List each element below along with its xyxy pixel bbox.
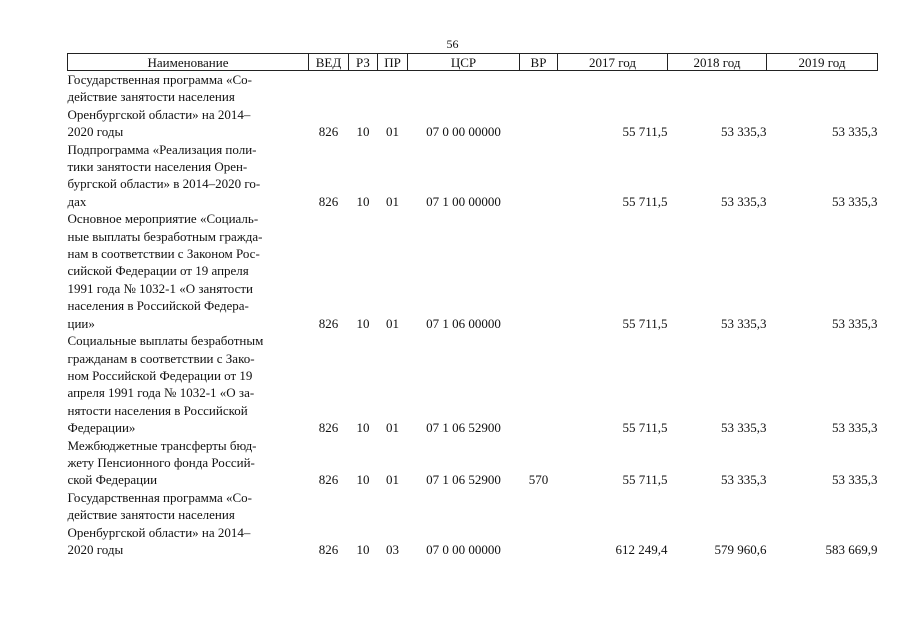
- row-ved: 826: [318, 541, 339, 557]
- row-2017: 612 249,4: [615, 541, 668, 557]
- row-2018: 579 960,6: [714, 541, 767, 557]
- row-name: Основное мероприятие «Социаль- ные выплаты безработным гражда- нам в соответствии с Законом Рос- сийской Федерации от 19 апреля 1991 года № 1032-1 «О занятости населения в Российской Федера- ции»: [67, 211, 263, 331]
- header-2017: 2017 год: [558, 54, 668, 71]
- table-row: [68, 141, 878, 211]
- row-csr: 07 1 06 52900: [426, 420, 501, 436]
- row-name: Государственная программа «Со- действие занятости населения Оренбургской области» на 2014– 2020 годы: [67, 72, 253, 140]
- header-name: Наименование: [68, 54, 309, 71]
- row-vr: [520, 489, 558, 559]
- row-name: Межбюджетные трансферты бюд- жету Пенсионного фонда Россий- ской Федерации: [67, 437, 257, 488]
- header-ved: ВЕД: [309, 54, 349, 71]
- budget-table: [67, 53, 878, 558]
- row-2019: 53 335,3: [832, 420, 878, 436]
- header-csr: ЦСР: [408, 54, 520, 71]
- header-2019: 2019 год: [767, 54, 878, 71]
- row-ved: 826: [318, 472, 339, 488]
- row-rz: 10: [356, 315, 370, 331]
- row-rz: 10: [356, 124, 370, 140]
- row-pr: 01: [386, 124, 399, 140]
- row-csr: 07 1 06 52900: [426, 472, 501, 488]
- row-2017: 55 711,5: [622, 124, 668, 140]
- row-ved: 826: [318, 315, 339, 331]
- row-name: Подпрограмма «Реализация поли- тики занятости населения Орен- бургской области» в 2014–2020 го- дах: [67, 141, 261, 209]
- row-pr: 01: [386, 420, 399, 436]
- row-2019: 53 335,3: [832, 315, 878, 331]
- row-csr: 07 0 00 00000: [426, 541, 501, 557]
- header-vr: ВР: [520, 54, 558, 71]
- row-rz: 10: [356, 541, 370, 557]
- row-rz: 10: [356, 420, 370, 436]
- row-2017: 55 711,5: [622, 193, 668, 209]
- row-2018: 53 335,3: [721, 472, 767, 488]
- row-csr: 07 1 00 00000: [426, 193, 501, 209]
- row-2017: 55 711,5: [622, 472, 668, 488]
- header-pr: ПР: [378, 54, 408, 71]
- row-vr: [520, 332, 558, 436]
- row-2019: 53 335,3: [832, 472, 878, 488]
- row-ved: 826: [318, 193, 339, 209]
- row-2018: 53 335,3: [721, 193, 767, 209]
- row-csr: 07 0 00 00000: [426, 124, 501, 140]
- table-row: [68, 437, 878, 489]
- row-pr: 01: [386, 193, 399, 209]
- row-vr: [520, 210, 558, 332]
- row-rz: 10: [356, 193, 370, 209]
- row-2017: 55 711,5: [622, 315, 668, 331]
- row-2019: 53 335,3: [832, 193, 878, 209]
- table-row: [68, 210, 878, 332]
- row-2017: 55 711,5: [622, 420, 668, 436]
- row-ved: 826: [318, 420, 339, 436]
- row-2019: 53 335,3: [832, 124, 878, 140]
- table-row: [68, 489, 878, 559]
- row-2019: 583 669,9: [825, 541, 878, 557]
- row-vr: [520, 71, 558, 141]
- table-row: [68, 332, 878, 436]
- row-ved: 826: [318, 124, 339, 140]
- page-number: 56: [446, 37, 459, 51]
- header-rz: РЗ: [349, 54, 378, 71]
- row-pr: 03: [386, 541, 399, 557]
- row-rz: 10: [356, 472, 370, 488]
- row-csr: 07 1 06 00000: [426, 315, 501, 331]
- row-2018: 53 335,3: [721, 315, 767, 331]
- row-pr: 01: [386, 472, 399, 488]
- row-vr: 570: [528, 472, 549, 488]
- header-2018: 2018 год: [668, 54, 767, 71]
- row-2018: 53 335,3: [721, 124, 767, 140]
- table-row: [68, 71, 878, 141]
- row-name: Социальные выплаты безработным гражданам в соответствии с Зако- ном Российской Федерации от 19 апреля 1991 года № 1032-1 «О за- нятости населения в Российской Федерации»: [67, 333, 264, 436]
- row-pr: 01: [386, 315, 399, 331]
- row-vr: [520, 141, 558, 211]
- row-name: Государственная программа «Со- действие занятости населения Оренбургской области» на 2014– 2020 годы: [67, 489, 253, 557]
- table-header: [68, 54, 878, 71]
- row-2018: 53 335,3: [721, 420, 767, 436]
